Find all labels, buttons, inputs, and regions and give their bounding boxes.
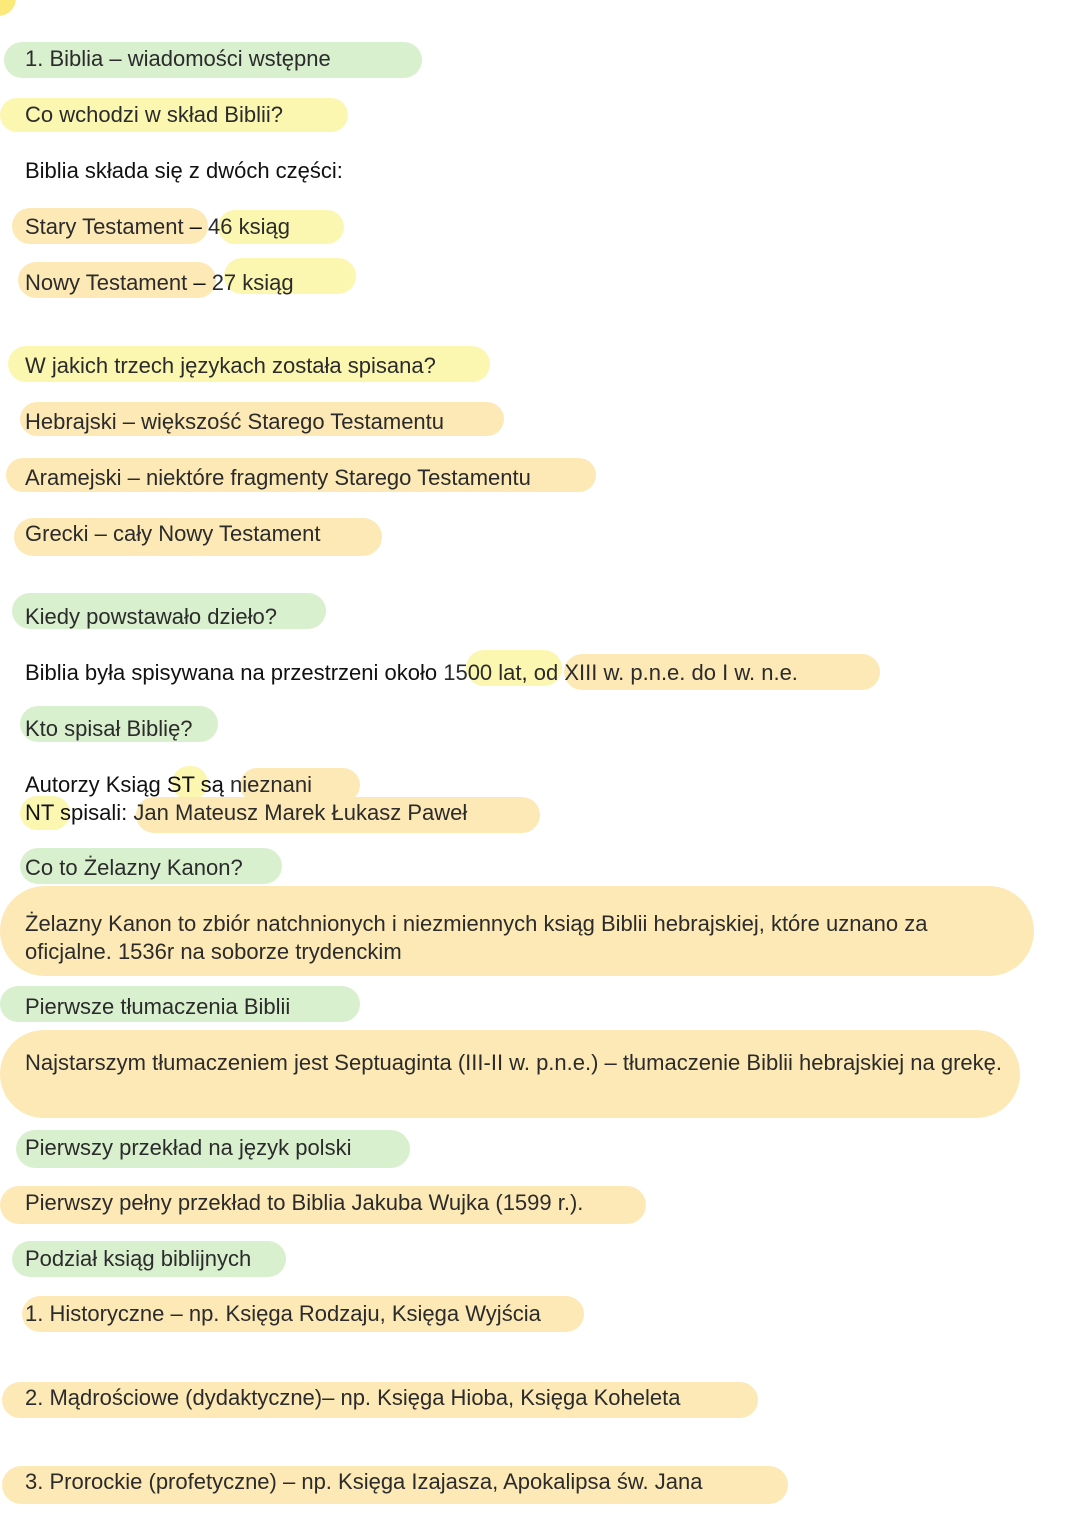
section-przeklad-polski: Pierwszy przekład na język polski: [25, 1135, 352, 1160]
nt-label: NT: [25, 800, 54, 825]
autorzy-sa: są: [194, 772, 231, 797]
nowy-testament-line: [25, 269, 294, 297]
kanon-answer: Żelazny Kanon to zbiór natchnionych i niezmiennych ksiąg Biblii hebrajskiej, które uznano za oficjalne. 1536r na soborze trydenckim: [25, 911, 928, 964]
kiedy-range: od XIII w. p.n.e. do I w. n.e.: [527, 660, 798, 685]
language-aramejski: Aramejski – niektóre fragmenty Starego Testamentu: [25, 465, 531, 490]
kiedy-text: Biblia była spisywana na przestrzeni około: [25, 660, 444, 685]
stary-testament-line: [25, 213, 290, 241]
autorzy-st: ST: [166, 772, 195, 797]
tlumaczenia-answer: Najstarszym tłumaczeniem jest Septuaginta (III-II w. p.n.e.) – tłumaczenie Biblii hebrajskiej na grekę.: [25, 1050, 1002, 1075]
language-hebrajski: Hebrajski – większość Starego Testamentu: [25, 409, 445, 434]
section-title-biblia: 1. Biblia – wiadomości wstępne: [25, 46, 331, 71]
autorzy-nieznani: nieznani: [230, 772, 312, 797]
list-item-historyczne: 1. Historyczne – np. Księga Rodzaju, Księga Wyjścia: [25, 1301, 541, 1326]
kiedy-years: 1500 lat: [443, 660, 522, 685]
question-jezyki: W jakich trzech językach została spisana?: [25, 353, 436, 378]
list-item-prorockie: 3. Prorockie (profetyczne) – np. Księga Izajasza, Apokalipsa św. Jana: [25, 1469, 703, 1494]
intro-text: Biblia składa się z dwóch części:: [25, 158, 343, 183]
corner-highlight-mark: [0, 0, 16, 16]
dash: –: [187, 270, 212, 295]
autorzy-line: [25, 771, 312, 799]
section-podzial: Podział ksiąg biblijnych: [25, 1246, 252, 1271]
list-item-madrosciowe: 2. Mądrościowe (dydaktyczne)– np. Księga Hioba, Księga Koheleta: [25, 1385, 681, 1410]
nowy-testament-count: 27 ksiąg: [211, 270, 294, 295]
question-kanon: Co to Żelazny Kanon?: [25, 855, 243, 880]
section-tlumaczenia: Pierwsze tłumaczenia Biblii: [25, 994, 291, 1019]
autorzy-text: Autorzy Ksiąg: [25, 772, 167, 797]
kiedy-answer: [25, 659, 798, 687]
stary-testament-label: Stary Testament: [25, 214, 184, 239]
nt-authors: Jan Mateusz Marek Łukasz Paweł: [133, 800, 468, 825]
nt-line: [25, 799, 467, 827]
question-kiedy: Kiedy powstawało dzieło?: [25, 604, 277, 629]
dash: –: [183, 214, 209, 239]
przeklad-answer: Pierwszy pełny przekład to Biblia Jakuba Wujka (1599 r.).: [25, 1190, 584, 1215]
stary-testament-count: 46 ksiąg: [208, 214, 290, 239]
nt-spisali: spisali:: [53, 800, 134, 825]
question-kto: Kto spisał Biblię?: [25, 716, 193, 741]
comma: ,: [521, 660, 528, 685]
nowy-testament-label: Nowy Testament: [25, 270, 188, 295]
language-grecki: Grecki – cały Nowy Testament: [25, 521, 321, 546]
question-sklad: Co wchodzi w skład Biblii?: [25, 102, 283, 127]
